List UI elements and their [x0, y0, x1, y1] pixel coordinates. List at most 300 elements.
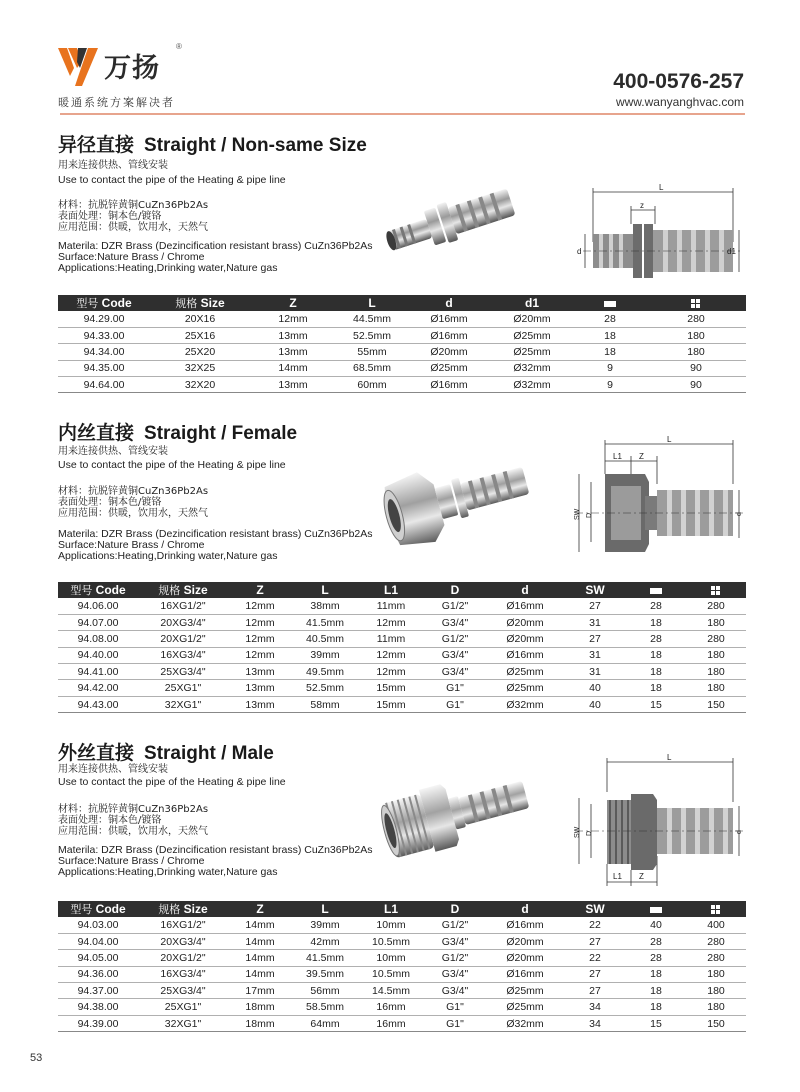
table-row: [58, 950, 746, 966]
table-cell: 68.5mm: [336, 360, 408, 376]
surface-cn: 表面处理：铜本色/镀铬: [58, 815, 162, 826]
table-cell: 94.64.00: [58, 377, 150, 393]
table-cell: 20XG1/2": [138, 950, 228, 966]
table-cell: 13mm: [250, 377, 336, 393]
table-cell: 12mm: [358, 664, 424, 680]
table-header-row: [58, 295, 746, 311]
spec-table-female: [58, 582, 746, 713]
table-cell: 31: [564, 614, 626, 630]
table-row: [58, 696, 746, 712]
table-cell: 14mm: [228, 950, 292, 966]
table-cell: 90: [646, 360, 746, 376]
dim-label-Z: Z: [639, 452, 644, 461]
table-cell: 34: [564, 999, 626, 1015]
material-cn: 材料：抗脱锌黄铜CuZn36Pb2As: [58, 486, 209, 497]
table-cell: G1/2": [424, 631, 486, 647]
material-cn: 材料：抗脱锌黄铜CuZn36Pb2As: [58, 804, 209, 815]
col-l: L: [321, 583, 329, 597]
table-cell: 11mm: [358, 598, 424, 614]
inner-box-icon: [649, 906, 663, 914]
table-cell: Ø32mm: [490, 377, 574, 393]
table-cell: 20XG3/4": [138, 614, 228, 630]
company-logo: [58, 42, 188, 109]
table-cell: 280: [686, 950, 746, 966]
table-cell: 12mm: [228, 647, 292, 663]
dim-label-d1: d1: [727, 247, 736, 256]
table-cell: 94.41.00: [58, 664, 138, 680]
table-cell: 25XG1": [138, 999, 228, 1015]
table-cell: Ø20mm: [486, 950, 564, 966]
table-cell: 13mm: [250, 344, 336, 360]
table-cell: 14mm: [228, 933, 292, 949]
table-cell: Ø32mm: [490, 360, 574, 376]
table-cell: 18: [626, 614, 686, 630]
carton-icon: [691, 299, 701, 309]
table-cell: Ø16mm: [408, 327, 490, 343]
table-cell: 56mm: [292, 983, 358, 999]
table-cell: 27: [564, 598, 626, 614]
col-size: 规格 Size: [158, 902, 208, 916]
table-cell: Ø20mm: [486, 614, 564, 630]
table-cell: 16XG1/2": [138, 917, 228, 933]
col-inner-box: [626, 901, 686, 917]
table-cell: 17mm: [228, 983, 292, 999]
website-url: www.wanyanghvac.com: [615, 95, 744, 109]
table-cell: 32XG1": [138, 1015, 228, 1031]
table-row: [58, 1015, 746, 1031]
table-cell: 90: [646, 377, 746, 393]
table-cell: G3/4": [424, 933, 486, 949]
table-cell: 18: [626, 983, 686, 999]
table-cell: 55mm: [336, 344, 408, 360]
col-d: d: [521, 902, 529, 916]
table-row: [58, 311, 746, 327]
table-cell: 58.5mm: [292, 999, 358, 1015]
table-cell: 10mm: [358, 950, 424, 966]
product-photo-female: [380, 448, 540, 548]
table-cell: 16XG3/4": [138, 966, 228, 982]
table-cell: 27: [564, 983, 626, 999]
usage-cn: 用来连接供热、管线安装: [58, 160, 168, 171]
table-cell: 20X16: [150, 311, 250, 327]
table-cell: 280: [686, 933, 746, 949]
col-l: L: [321, 902, 329, 916]
table-cell: 15: [626, 696, 686, 712]
surface-en: Surface:Nature Brass / Chrome: [58, 539, 205, 551]
table-cell: 14mm: [250, 360, 336, 376]
table-cell: G1/2": [424, 598, 486, 614]
spec-table-male: [58, 901, 746, 1032]
table-cell: 15mm: [358, 696, 424, 712]
table-cell: 41.5mm: [292, 950, 358, 966]
table-cell: 60mm: [336, 377, 408, 393]
table-cell: 12mm: [250, 311, 336, 327]
usage-en: Use to contact the pipe of the Heating & pipe line: [58, 776, 286, 788]
table-cell: 27: [564, 933, 626, 949]
table-cell: G1": [424, 1015, 486, 1031]
col-z: Z: [289, 296, 297, 310]
carton-icon: [711, 905, 721, 915]
table-cell: G1/2": [424, 917, 486, 933]
table-cell: 94.36.00: [58, 966, 138, 982]
application-cn: 应用范围：供暖，饮用水，天然气: [58, 508, 208, 519]
table-cell: 42mm: [292, 933, 358, 949]
spec-table-non-same-size: [58, 295, 746, 393]
table-cell: 280: [686, 598, 746, 614]
table-cell: 180: [686, 664, 746, 680]
surface-en: Surface:Nature Brass / Chrome: [58, 251, 205, 263]
table-cell: 18: [626, 647, 686, 663]
table-cell: 94.06.00: [58, 598, 138, 614]
table-cell: Ø25mm: [490, 344, 574, 360]
table-cell: 15mm: [358, 680, 424, 696]
table-cell: G1": [424, 999, 486, 1015]
table-cell: 25XG3/4": [138, 983, 228, 999]
table-cell: 11mm: [358, 631, 424, 647]
table-cell: 180: [686, 966, 746, 982]
technical-drawing-male: [573, 752, 748, 892]
table-cell: 18: [574, 327, 646, 343]
table-cell: 13mm: [250, 327, 336, 343]
application-cn: 应用范围：供暖，饮用水，天然气: [58, 826, 208, 837]
table-cell: 25X20: [150, 344, 250, 360]
material-cn: 材料：抗脱锌黄铜CuZn36Pb2As: [58, 200, 209, 211]
inner-box-icon: [649, 587, 663, 595]
table-cell: Ø20mm: [408, 344, 490, 360]
page-number: 53: [30, 1052, 43, 1064]
table-cell: Ø25mm: [486, 664, 564, 680]
table-cell: 94.08.00: [58, 631, 138, 647]
section-male: [58, 738, 746, 898]
col-code: 型号 Code: [70, 583, 126, 597]
dim-label-SW: SW: [574, 508, 581, 520]
material-en: Materila: DZR Brass (Dezincification resistant brass) CuZn36Pb2As: [58, 240, 373, 252]
col-size: 规格 Size: [175, 296, 225, 310]
table-cell: 28: [626, 598, 686, 614]
table-body: [58, 311, 746, 393]
table-cell: 20XG3/4": [138, 933, 228, 949]
table-cell: 39mm: [292, 917, 358, 933]
table-cell: 94.29.00: [58, 311, 150, 327]
technical-drawing-reducer: [573, 182, 748, 292]
page-header: [0, 0, 800, 118]
table-header-row: [58, 582, 746, 598]
header-divider: [60, 113, 745, 115]
col-d-thread: D: [450, 902, 460, 916]
table-cell: 25XG1": [138, 680, 228, 696]
table-cell: 10mm: [358, 917, 424, 933]
table-cell: G1": [424, 680, 486, 696]
col-code: 型号 Code: [76, 296, 132, 310]
table-cell: 12mm: [228, 614, 292, 630]
table-cell: 14mm: [228, 966, 292, 982]
table-cell: 25X16: [150, 327, 250, 343]
table-cell: 64mm: [292, 1015, 358, 1031]
material-en: Materila: DZR Brass (Dezincification resistant brass) CuZn36Pb2As: [58, 528, 373, 540]
table-cell: G1/2": [424, 950, 486, 966]
col-carton: [686, 901, 746, 917]
application-en: Applications:Heating,Drinking water,Nature gas: [58, 262, 278, 274]
table-cell: 18: [626, 664, 686, 680]
surface-cn: 表面处理：铜本色/镀铬: [58, 497, 162, 508]
section-title: 外丝直接 Straight / Male: [58, 742, 274, 764]
table-cell: 94.37.00: [58, 983, 138, 999]
usage-en: Use to contact the pipe of the Heating & pipe line: [58, 174, 286, 186]
table-row: [58, 327, 746, 343]
table-cell: 150: [686, 1015, 746, 1031]
col-inner-box: [626, 582, 686, 598]
table-cell: 180: [686, 647, 746, 663]
table-cell: 58mm: [292, 696, 358, 712]
table-row: [58, 614, 746, 630]
usage-cn: 用来连接供热、管线安装: [58, 764, 168, 775]
col-l1: L1: [383, 583, 398, 597]
table-cell: 18mm: [228, 1015, 292, 1031]
table-cell: 52.5mm: [336, 327, 408, 343]
application-cn: 应用范围：供暖，饮用水，天然气: [58, 222, 208, 233]
table-cell: 94.05.00: [58, 950, 138, 966]
table-cell: 18: [574, 344, 646, 360]
table-cell: 14.5mm: [358, 983, 424, 999]
table-cell: 32X20: [150, 377, 250, 393]
table-cell: 94.42.00: [58, 680, 138, 696]
table-row: [58, 598, 746, 614]
table-cell: 28: [626, 631, 686, 647]
wanyang-logo-icon: [58, 46, 102, 86]
product-photo-reducer: [380, 180, 530, 260]
dim-label-L1: L1: [613, 452, 622, 461]
table-cell: 40: [564, 696, 626, 712]
table-cell: 16mm: [358, 1015, 424, 1031]
table-cell: Ø20mm: [486, 933, 564, 949]
table-header-row: [58, 901, 746, 917]
table-cell: 94.33.00: [58, 327, 150, 343]
table-cell: 28: [626, 950, 686, 966]
brand-name: 万扬: [104, 53, 160, 84]
registered-mark: ®: [176, 42, 182, 51]
col-d: d: [445, 296, 453, 310]
table-cell: 27: [564, 966, 626, 982]
table-cell: Ø20mm: [486, 631, 564, 647]
col-size: 规格 Size: [158, 583, 208, 597]
table-cell: 9: [574, 360, 646, 376]
table-cell: 9: [574, 377, 646, 393]
dim-label-d: d: [577, 247, 582, 256]
table-cell: 18: [626, 999, 686, 1015]
table-row: [58, 377, 746, 393]
table-cell: 94.07.00: [58, 614, 138, 630]
table-cell: Ø25mm: [408, 360, 490, 376]
surface-cn: 表面处理：铜本色/镀铬: [58, 211, 162, 222]
table-cell: 180: [646, 344, 746, 360]
table-cell: 94.35.00: [58, 360, 150, 376]
table-cell: 15: [626, 1015, 686, 1031]
table-cell: 52.5mm: [292, 680, 358, 696]
col-d: d: [521, 583, 529, 597]
table-cell: 10.5mm: [358, 933, 424, 949]
table-cell: 40: [564, 680, 626, 696]
table-cell: 180: [686, 999, 746, 1015]
table-cell: 39mm: [292, 647, 358, 663]
dim-label-d: d: [736, 512, 743, 516]
usage-cn: 用来连接供热、管线安装: [58, 446, 168, 457]
table-cell: 94.04.00: [58, 933, 138, 949]
section-title: 异径直接 Straight / Non-same Size: [58, 134, 367, 156]
table-row: [58, 917, 746, 933]
table-cell: Ø25mm: [486, 680, 564, 696]
table-cell: Ø16mm: [408, 311, 490, 327]
col-sw: SW: [585, 583, 605, 597]
table-cell: 28: [626, 933, 686, 949]
table-cell: 10.5mm: [358, 966, 424, 982]
surface-en: Surface:Nature Brass / Chrome: [58, 855, 205, 867]
hotline-number: 400-0576-257: [613, 70, 744, 93]
material-en: Materila: DZR Brass (Dezincification resistant brass) CuZn36Pb2As: [58, 844, 373, 856]
dim-label-Z: Z: [639, 872, 644, 881]
table-cell: 400: [686, 917, 746, 933]
table-cell: 12mm: [228, 631, 292, 647]
table-body: [58, 917, 746, 1032]
table-cell: 44.5mm: [336, 311, 408, 327]
table-cell: 94.43.00: [58, 696, 138, 712]
table-cell: 18: [626, 966, 686, 982]
col-sw: SW: [585, 902, 605, 916]
table-cell: 31: [564, 647, 626, 663]
table-cell: 12mm: [358, 647, 424, 663]
table-cell: 180: [646, 327, 746, 343]
col-l1: L1: [383, 902, 398, 916]
table-cell: 280: [686, 631, 746, 647]
table-cell: G1": [424, 696, 486, 712]
table-cell: Ø25mm: [490, 327, 574, 343]
table-cell: 28: [574, 311, 646, 327]
dim-label-d: d: [736, 830, 743, 834]
table-cell: 94.38.00: [58, 999, 138, 1015]
col-z: Z: [256, 583, 264, 597]
table-cell: 13mm: [228, 664, 292, 680]
application-en: Applications:Heating,Drinking water,Nature gas: [58, 550, 278, 562]
table-cell: 13mm: [228, 680, 292, 696]
dim-label-L: L: [667, 753, 672, 762]
table-cell: 41.5mm: [292, 614, 358, 630]
table-cell: 14mm: [228, 917, 292, 933]
section-non-same-size: [58, 130, 746, 295]
table-cell: G3/4": [424, 966, 486, 982]
application-en: Applications:Heating,Drinking water,Nature gas: [58, 866, 278, 878]
col-carton: [646, 295, 746, 311]
dim-label-z: z: [640, 201, 644, 210]
table-cell: Ø20mm: [490, 311, 574, 327]
table-cell: 49.5mm: [292, 664, 358, 680]
table-body: [58, 598, 746, 713]
col-d-thread: D: [450, 583, 460, 597]
table-cell: Ø25mm: [486, 983, 564, 999]
table-cell: 34: [564, 1015, 626, 1031]
table-cell: 94.40.00: [58, 647, 138, 663]
dim-label-SW: SW: [574, 826, 581, 838]
dim-label-L1: L1: [613, 872, 622, 881]
table-cell: 32X25: [150, 360, 250, 376]
table-cell: Ø32mm: [486, 696, 564, 712]
dim-label-L: L: [659, 183, 664, 192]
table-cell: 94.39.00: [58, 1015, 138, 1031]
table-cell: G3/4": [424, 983, 486, 999]
company-tagline: 暖通系统方案解决者: [58, 96, 175, 109]
section-title: 内丝直接 Straight / Female: [58, 422, 298, 444]
table-cell: 18mm: [228, 999, 292, 1015]
table-cell: Ø16mm: [486, 966, 564, 982]
table-cell: G3/4": [424, 664, 486, 680]
table-cell: 16XG1/2": [138, 598, 228, 614]
table-row: [58, 360, 746, 376]
col-carton: [686, 582, 746, 598]
table-cell: Ø25mm: [486, 999, 564, 1015]
usage-en: Use to contact the pipe of the Heating & pipe line: [58, 459, 286, 471]
table-row: [58, 983, 746, 999]
dim-label-D: D: [586, 512, 593, 518]
table-cell: 94.34.00: [58, 344, 150, 360]
table-cell: 20XG1/2": [138, 631, 228, 647]
table-cell: 280: [646, 311, 746, 327]
table-cell: 16mm: [358, 999, 424, 1015]
section-female: [58, 418, 746, 578]
table-cell: 22: [564, 950, 626, 966]
table-cell: 32XG1": [138, 696, 228, 712]
table-row: [58, 999, 746, 1015]
col-inner-box: [574, 295, 646, 311]
table-cell: 150: [686, 696, 746, 712]
table-cell: G3/4": [424, 614, 486, 630]
table-row: [58, 631, 746, 647]
table-row: [58, 933, 746, 949]
table-cell: 38mm: [292, 598, 358, 614]
table-cell: 180: [686, 614, 746, 630]
table-cell: Ø16mm: [486, 598, 564, 614]
table-cell: 180: [686, 983, 746, 999]
table-row: [58, 966, 746, 982]
table-cell: 16XG3/4": [138, 647, 228, 663]
carton-icon: [711, 586, 721, 596]
table-cell: Ø16mm: [486, 647, 564, 663]
dim-label-D: D: [586, 830, 593, 836]
table-cell: 27: [564, 631, 626, 647]
table-cell: G3/4": [424, 647, 486, 663]
product-photo-male: [380, 762, 540, 862]
table-cell: Ø16mm: [486, 917, 564, 933]
table-cell: Ø16mm: [408, 377, 490, 393]
table-cell: 22: [564, 917, 626, 933]
inner-box-icon: [603, 300, 617, 308]
table-row: [58, 344, 746, 360]
table-row: [58, 647, 746, 663]
table-cell: 40: [626, 917, 686, 933]
dim-label-L: L: [667, 435, 672, 444]
technical-drawing-female: [573, 434, 748, 560]
table-cell: 12mm: [358, 614, 424, 630]
col-d1: d1: [524, 296, 539, 310]
table-row: [58, 664, 746, 680]
table-cell: 94.03.00: [58, 917, 138, 933]
table-cell: 180: [686, 680, 746, 696]
table-row: [58, 680, 746, 696]
table-cell: 40.5mm: [292, 631, 358, 647]
table-cell: 31: [564, 664, 626, 680]
col-z: Z: [256, 902, 264, 916]
table-cell: 13mm: [228, 696, 292, 712]
table-cell: 39.5mm: [292, 966, 358, 982]
table-cell: 25XG3/4": [138, 664, 228, 680]
col-l: L: [368, 296, 376, 310]
